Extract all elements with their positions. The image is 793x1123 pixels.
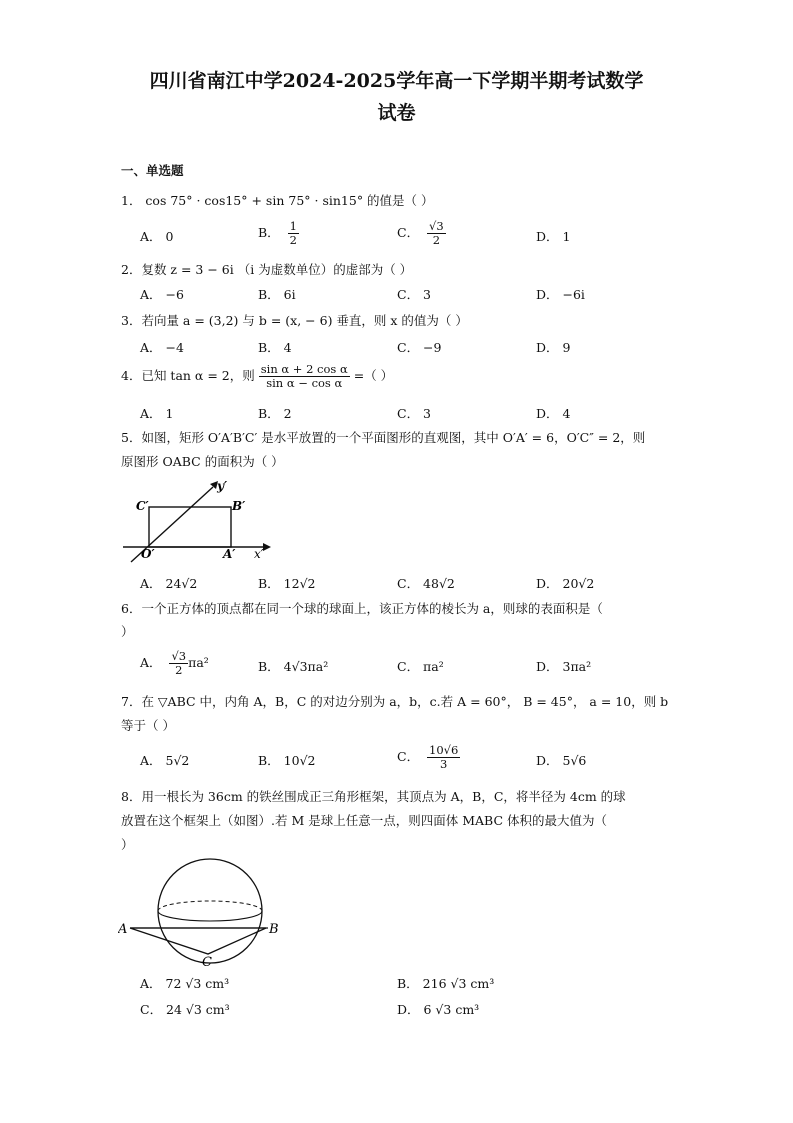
- label-b-prime: B′: [232, 499, 246, 513]
- q1-b-numerator: 1: [289, 219, 297, 233]
- q1-option-c-fraction: [427, 220, 446, 247]
- question-2-stem: 2．复数 z = 3 − 6i （i 为虚数单位）的虚部为（ ）: [121, 262, 413, 277]
- q4-option-b[interactable]: B． 2: [258, 406, 292, 421]
- question-1-stem: 1． cos 75° · cos15° + sin 75° · sin15° 的值是（ ）: [121, 193, 434, 208]
- q2-option-a[interactable]: A． −6: [140, 287, 184, 302]
- label-c: C: [202, 955, 212, 970]
- question-8-line3: ）: [121, 837, 134, 852]
- q6-option-a-label: A．: [140, 655, 162, 670]
- question-7-line1: 7．在 ▽ABC 中，内角 A，B，C 的对边分别为 a，b，c.若 A = 60°， B = 45°， a = 10，则 b: [121, 694, 669, 709]
- paper-title-line2: 试卷: [377, 102, 416, 124]
- q7-option-c-fraction: [427, 744, 460, 771]
- q7-option-d[interactable]: D． 5√6: [536, 753, 587, 768]
- q1-option-c[interactable]: [397, 220, 446, 247]
- q6-a-numerator: √3: [171, 649, 187, 663]
- q5-option-d[interactable]: D． 20√2: [536, 576, 595, 591]
- q8-figure: [118, 858, 286, 970]
- triangle-frame-abc: [130, 928, 266, 954]
- q5-option-a[interactable]: A． 24√2: [140, 576, 198, 591]
- label-c-prime: C′: [136, 499, 149, 513]
- q4-fraction: [259, 363, 350, 390]
- q6-option-a-fraction: [169, 650, 188, 677]
- question-8-line2: 放置在这个框架上（如图）.若 M 是球上任意一点，则四面体 MABC 体积的最大值为（: [121, 813, 607, 828]
- sphere-equator-front: [158, 911, 262, 921]
- q6-option-a[interactable]: [140, 650, 209, 677]
- q4-option-c[interactable]: C． 3: [397, 406, 431, 421]
- q1-b-denominator: 2: [289, 233, 297, 247]
- question-3-stem: 3．若向量 a = (3,2) 与 b = (x, − 6) 垂直，则 x 的值为（ ）: [121, 313, 468, 328]
- q4-option-a[interactable]: A． 1: [140, 406, 174, 421]
- q7-option-c[interactable]: [397, 744, 460, 771]
- q6-a-denominator: 2: [175, 663, 183, 677]
- question-8-line1: 8．用一根长为 36cm 的铁丝围成正三角形框架，其顶点为 A，B，C，将半径为 4cm 的球: [121, 789, 626, 804]
- q8-option-b[interactable]: B． 216 √3 cm³: [397, 976, 495, 991]
- x-axis-arrow: [263, 543, 271, 551]
- q7-option-a[interactable]: A． 5√2: [140, 753, 190, 768]
- q3-option-c[interactable]: C． −9: [397, 340, 442, 355]
- q2-option-d[interactable]: D． −6i: [536, 287, 585, 302]
- q1-option-b-label: B．: [258, 225, 280, 240]
- sphere-equator-back: [158, 901, 262, 911]
- q7-c-numerator: 10√6: [429, 743, 459, 757]
- q1-option-b-fraction: [288, 220, 299, 247]
- q6-option-c[interactable]: C． πa²: [397, 659, 444, 674]
- question-7-line2: 等于（ ）: [121, 718, 175, 733]
- question-5-line2: 原图形 OABC 的面积为（ ）: [121, 454, 284, 469]
- q5-figure: [121, 478, 271, 564]
- q1-option-d[interactable]: D． 1: [536, 229, 571, 244]
- q3-option-d[interactable]: D． 9: [536, 340, 571, 355]
- label-b: B: [269, 922, 279, 937]
- label-o-prime: O′: [141, 547, 155, 561]
- q4-option-d[interactable]: D． 4: [536, 406, 571, 421]
- q8-option-a[interactable]: A． 72 √3 cm³: [140, 976, 230, 991]
- question-5-line1: 5．如图，矩形 O′A′B′C′ 是水平放置的一个平面图形的直观图，其中 O′A′ = 6，O′C″ = 2，则: [121, 430, 646, 445]
- q2-option-b[interactable]: B． 6i: [258, 287, 296, 302]
- label-y-prime: y′: [217, 479, 228, 493]
- q1-c-numerator: √3: [429, 219, 444, 233]
- q3-option-a[interactable]: A． −4: [140, 340, 184, 355]
- q2-option-c[interactable]: C． 3: [397, 287, 431, 302]
- question-6-line2: ）: [121, 624, 134, 639]
- q7-option-c-label: C．: [397, 749, 420, 764]
- q4-stem-prefix: 4．已知 tan α = 2，则: [121, 368, 255, 383]
- q7-option-b[interactable]: B． 10√2: [258, 753, 316, 768]
- sphere-outline: [158, 859, 262, 963]
- q1-option-a[interactable]: A． 0: [140, 229, 174, 244]
- q5-option-c[interactable]: C． 48√2: [397, 576, 455, 591]
- q5-option-b[interactable]: B． 12√2: [258, 576, 316, 591]
- q1-c-denominator: 2: [432, 233, 441, 247]
- question-4-stem: [121, 363, 393, 390]
- section-heading: 一、单选题: [121, 163, 184, 178]
- q7-c-denominator: 3: [440, 757, 448, 771]
- paper-title-line1: 四川省南江中学2024-2025学年高一下学期半期考试数学: [149, 70, 644, 92]
- rectangle-oabc: [149, 507, 231, 547]
- q8-option-d[interactable]: D． 6 √3 cm³: [397, 1002, 480, 1017]
- q6-option-a-suffix: πa²: [188, 655, 209, 670]
- q8-option-c[interactable]: C． 24 √3 cm³: [140, 1002, 230, 1017]
- q3-option-b[interactable]: B． 4: [258, 340, 292, 355]
- q4-denominator: sin α − cos α: [266, 376, 343, 390]
- q6-option-b[interactable]: B． 4√3πa²: [258, 659, 329, 674]
- q4-stem-suffix: =（ ）: [353, 368, 394, 383]
- q1-option-c-label: C．: [397, 225, 420, 240]
- label-a: A: [118, 922, 128, 937]
- label-a-prime: A′: [223, 547, 236, 561]
- q6-option-d[interactable]: D． 3πa²: [536, 659, 592, 674]
- question-6-line1: 6．一个正方体的顶点都在同一个球的球面上，该正方体的棱长为 a，则球的表面积是（: [121, 601, 603, 616]
- q1-option-b[interactable]: [258, 220, 299, 247]
- label-x-prime: x′: [254, 547, 264, 561]
- q4-numerator: sin α + 2 cos α: [260, 362, 348, 376]
